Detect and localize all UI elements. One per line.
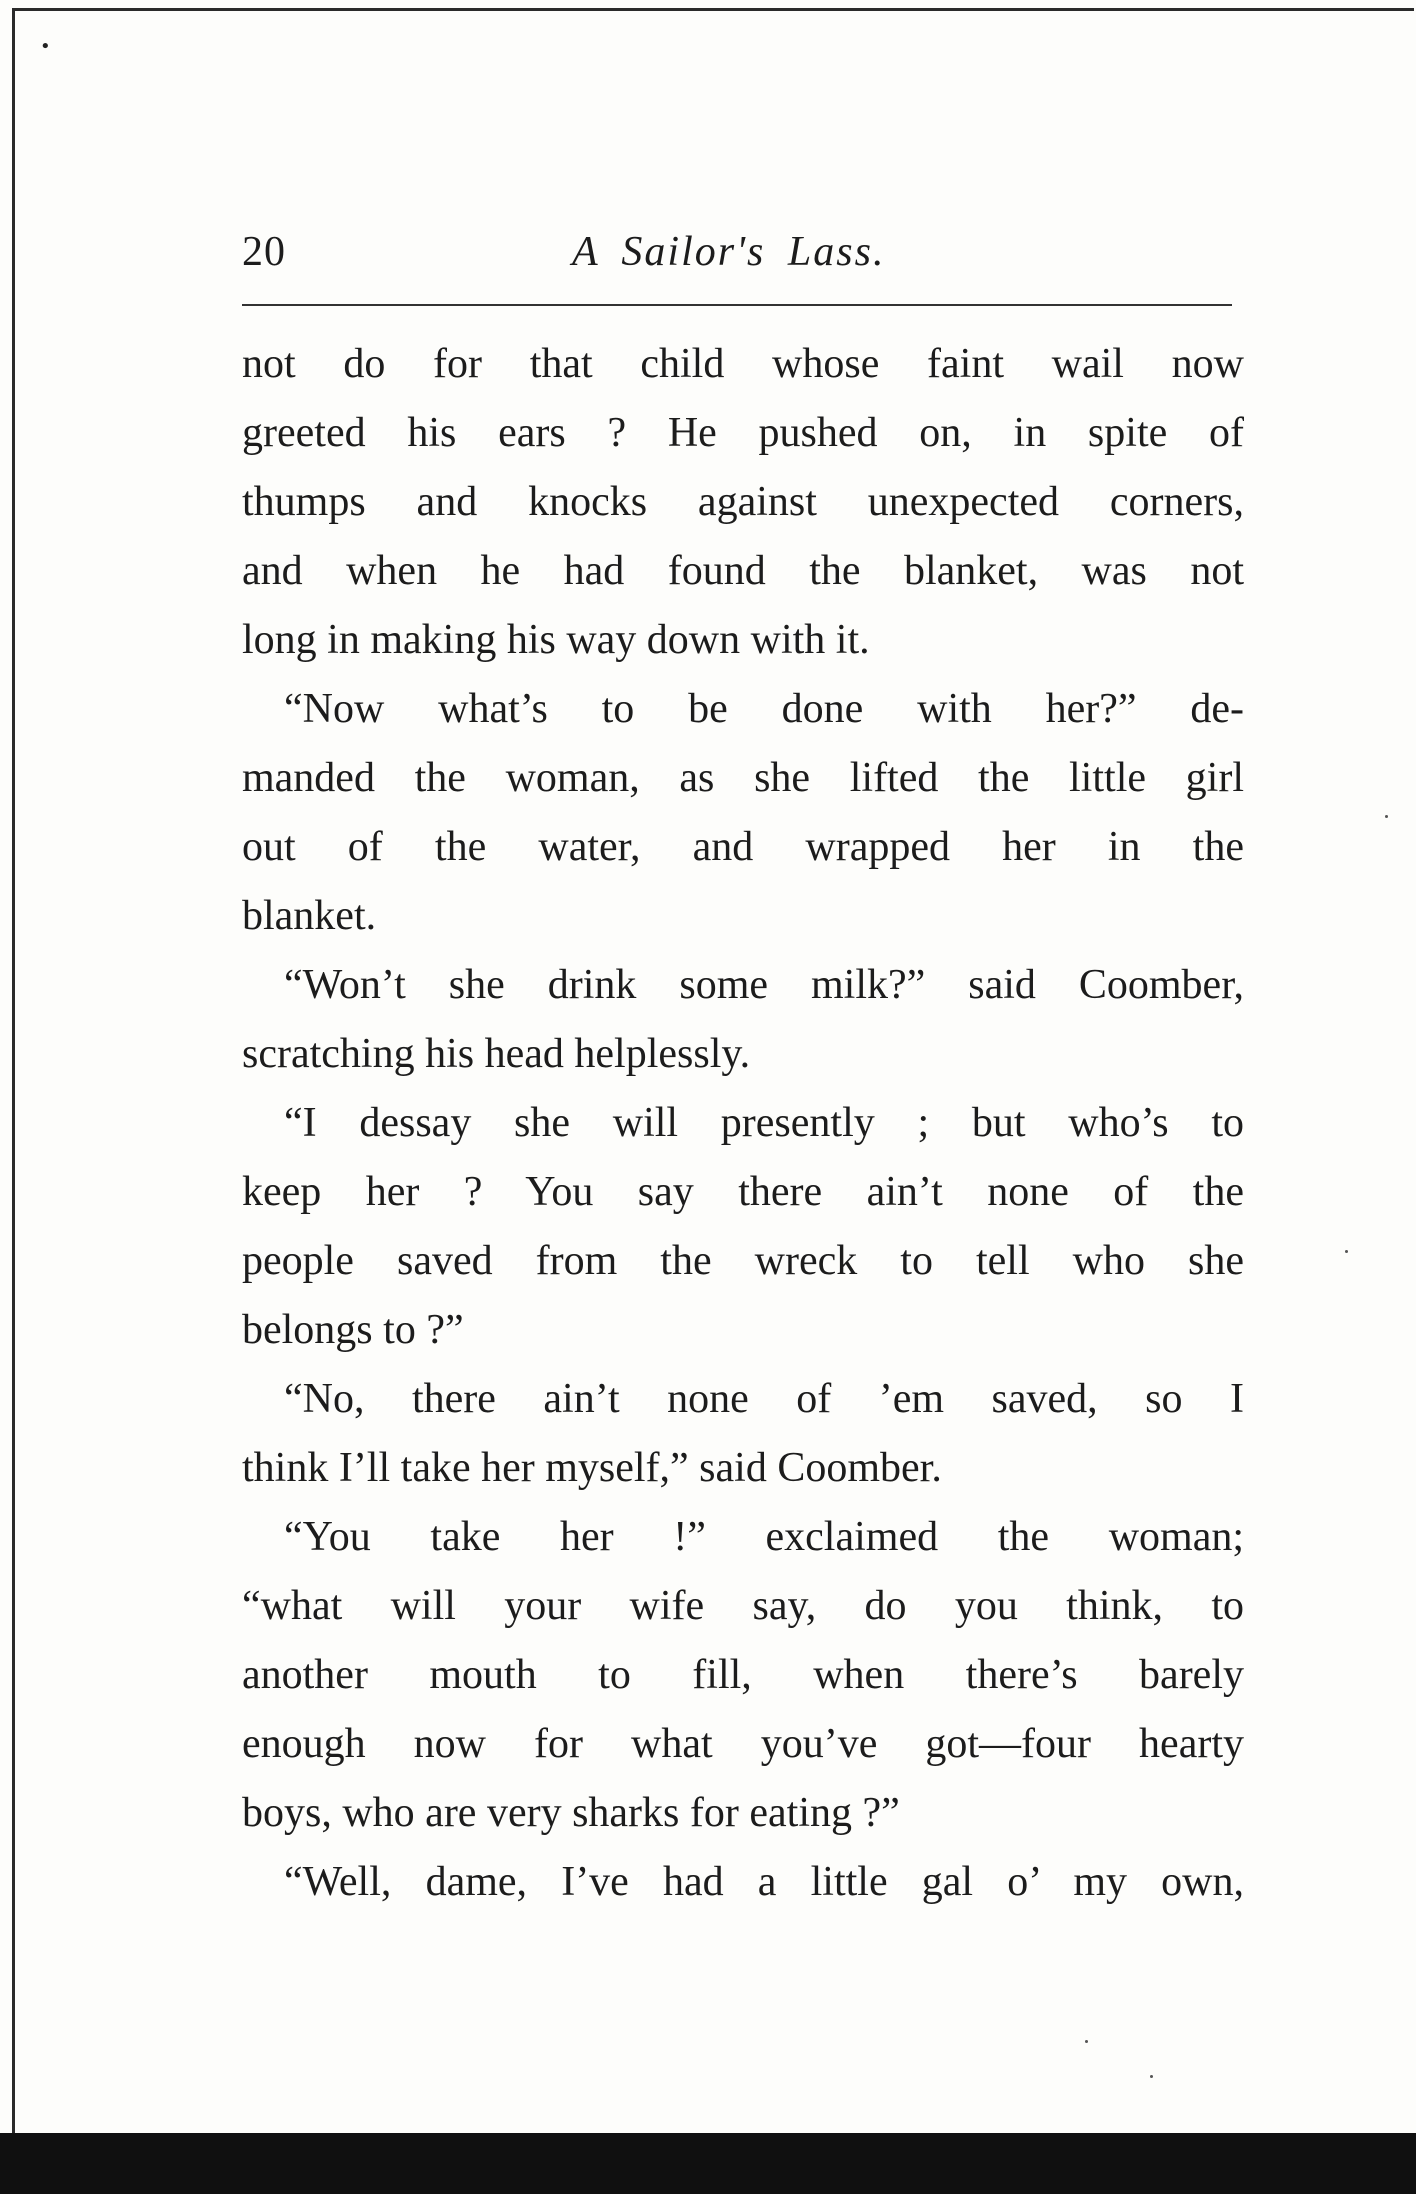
text-line: “Won’t she drink some milk?” said Coomber, — [284, 962, 1244, 1008]
header-rule — [242, 304, 1232, 306]
text-line: not do for that child whose faint wail now — [242, 341, 1244, 387]
page-number: 20 — [242, 229, 286, 275]
text-line: “what will your wife say, do you think, to — [242, 1583, 1244, 1629]
text-line: “No, there ain’t none of ’em saved, so I — [284, 1376, 1244, 1422]
text-line: out of the water, and wrapped her in the — [242, 824, 1244, 870]
scan-speck — [1085, 2040, 1088, 2043]
text-line: boys, who are very sharks for eating ?” — [242, 1790, 900, 1836]
text-line: manded the woman, as she lifted the little girl — [242, 755, 1244, 801]
text-line: and when he had found the blanket, was not — [242, 548, 1244, 594]
text-line: another mouth to fill, when there’s barely — [242, 1652, 1244, 1698]
text-line: greeted his ears ? He pushed on, in spite of — [242, 410, 1244, 456]
text-line: scratching his head helplessly. — [242, 1031, 751, 1077]
text-line: thumps and knocks against unexpected corners, — [242, 479, 1244, 525]
scan-corner-mark: • — [40, 36, 51, 57]
running-header — [242, 220, 1232, 280]
text-line: keep her ? You say there ain’t none of the — [242, 1169, 1244, 1215]
scan-bottom-edge — [0, 2133, 1416, 2194]
text-line: “Well, dame, I’ve had a little gal o’ my own, — [284, 1859, 1244, 1905]
scan-left-border — [12, 8, 15, 2138]
text-line: “You take her !” exclaimed the woman; — [284, 1514, 1244, 1560]
body-text — [242, 330, 1244, 1917]
scan-top-border — [14, 8, 1414, 11]
running-title: A Sailor's Lass. — [572, 229, 886, 275]
text-line: blanket. — [242, 893, 377, 939]
text-line: “I dessay she will presently ; but who’s to — [284, 1100, 1244, 1146]
scan-speck — [1345, 1250, 1348, 1253]
scan-speck — [1150, 2075, 1153, 2078]
text-line: enough now for what you’ve got—four hearty — [242, 1721, 1244, 1767]
text-line: people saved from the wreck to tell who she — [242, 1238, 1244, 1284]
scan-speck — [1385, 815, 1388, 818]
text-line: belongs to ?” — [242, 1307, 464, 1353]
text-line: long in making his way down with it. — [242, 617, 870, 663]
text-line: “Now what’s to be done with her?” de- — [284, 686, 1244, 732]
text-line: think I’ll take her myself,” said Coomber. — [242, 1445, 942, 1491]
